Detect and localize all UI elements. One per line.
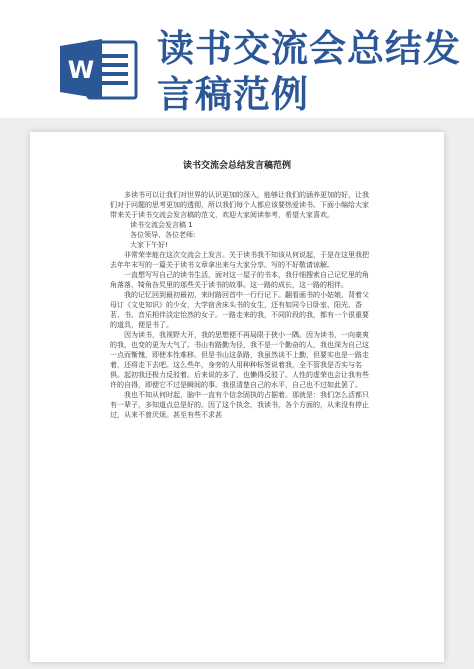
title-line-1: 读书交流会总结发 xyxy=(157,27,461,70)
paragraph-salutation: 各位领导、各位老师: xyxy=(130,231,196,239)
paragraph-intro: 多读书可以让我们对世界的认识更加的深入，能够让我们的涵养更加的好，让我们对于问题的思考更加的透彻，所以我们每个人都应该要热爱读书。下面小编给大家带来关于读书交流会发言稿的范文，欢迎大家阅读参考，希望大家喜欢。 xyxy=(110,191,369,219)
document-title: 读书交流会总结发言稿范例 xyxy=(182,161,291,171)
paragraph-greeting: 大家下午好! xyxy=(130,241,168,249)
word-logo-icon xyxy=(58,36,140,102)
title-line-2: 言稿范例 xyxy=(157,73,309,116)
paragraph-opening: 非常荣幸能在这次交流会上发言。关于读书我不知该从何说起，于是在这里我把去年年末写的一篇关于读书文章拿出来与大家分享。写的不好敬请谅解。 xyxy=(110,251,369,269)
paragraph-5: 我也不知从何时起，脑中一直有个信念固执的占据着。那就是：我们怎么活都只有一辈子，多知道点总是好的。因了这个执念，我读书，各个方面的，从来没有停止过，从来不曾厌烦。甚至有些不求甚 xyxy=(110,391,369,419)
header-banner xyxy=(0,0,474,118)
paragraph-3: 我的记忆回到最初最初，来时路回首中一行行记下。翻看画书的小姑娘，背着父母订《文史知识》的少女，大学宿舍床头书的女生，还有如同今日卧室、阳光、香茗、书、音乐相伴淡定怡然的女子。一路走来的我，不同阶段的我，都有一个很重要的道具，便是书了。 xyxy=(110,291,369,329)
paragraph-4: 因为读书，我视野大开，我的思想便不再局限于狭小一隅。因为读书，一向豪爽的我，也变的更为大气了。书山有路勤为径，我不是一个勤奋的人，我也深为自己这一点而惭愧，即使本性难移。但是书山这条路，我虽然谈不上勤，但要实也是一路走着，还将走下去吧。这么些年，身旁的人用种种标签说着我，全不管我是否实与名俱。起初我还极力反驳着。后来说的多了，也懒得反驳了。人性的虚荣也会让我有些许的自得，即便它不过是瞬间的事。我很清楚自己的水平，自己也不过如此罢了。 xyxy=(110,331,369,389)
page-title xyxy=(157,26,461,118)
word-logo-letter: W xyxy=(67,56,95,84)
paragraph-heading: 读书交流会发言稿 1 xyxy=(130,221,193,229)
document-body xyxy=(110,190,372,420)
document-page[interactable] xyxy=(30,132,444,662)
paragraph-2: 一直想写写自己的读书生活，面对这一屋子的书本，我仔细搜索自己记忆里的角角落落，犄角旮旯里的那些关于读书的故事。这一路的成长，这一路的相伴。 xyxy=(110,271,369,289)
